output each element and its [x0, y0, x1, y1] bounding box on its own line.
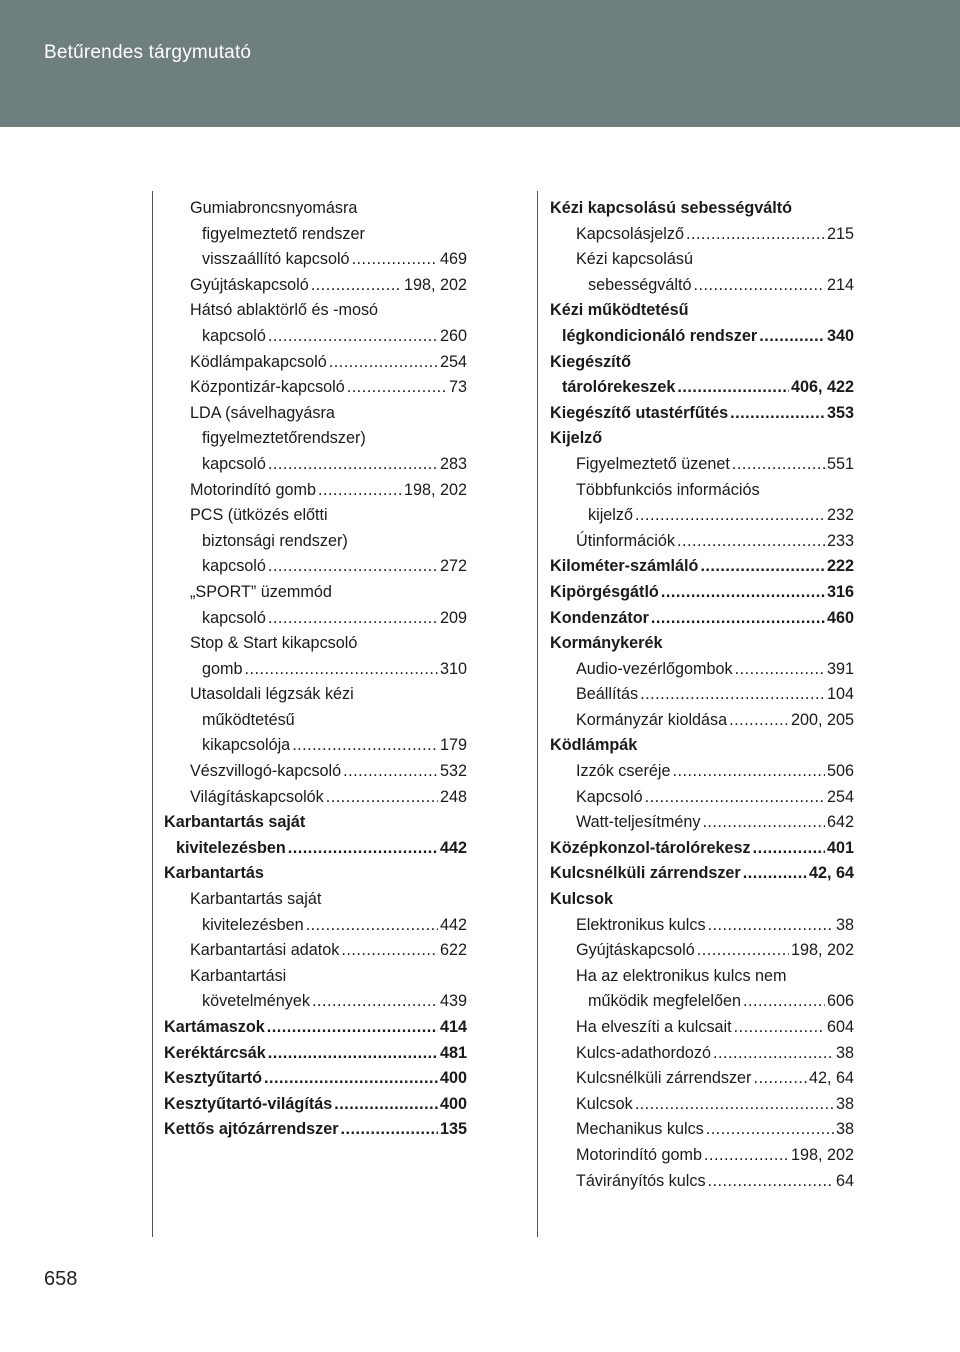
dot-leader [708, 1169, 834, 1195]
index-entry-page: 353 [826, 403, 854, 422]
index-column-right [550, 196, 854, 1194]
index-entry-page: 414 [439, 1018, 467, 1036]
index-entry-text: Ködlámpakapcsoló [190, 352, 327, 371]
index-entry [164, 1015, 467, 1041]
index-entry-text: Útinformációk [576, 531, 675, 550]
index-entry-page: 198, 202 [790, 941, 854, 960]
index-entry [550, 554, 854, 580]
index-entry-page: 551 [826, 454, 854, 473]
index-entry [164, 989, 467, 1015]
dot-leader [341, 1117, 438, 1143]
index-entry-page: 460 [826, 608, 854, 627]
index-entry-text: Kulcs-adathordozó [576, 1043, 711, 1062]
index-entry [164, 452, 467, 478]
index-entry-text: Utasoldali légzsák kézi [190, 685, 354, 704]
index-entry [164, 529, 467, 555]
index-entry-text: Beállítás [576, 685, 639, 704]
index-entry-text: működtetésű [202, 710, 295, 729]
index-entry [164, 324, 467, 350]
index-entry-text: Karbantartás [164, 864, 264, 883]
index-entry-page: 214 [826, 275, 854, 294]
index-entry [550, 759, 854, 785]
index-entry-text: követelmények [202, 992, 310, 1011]
index-entry [164, 1117, 467, 1143]
index-entry-text: kijelző [588, 506, 633, 525]
index-entry-text: Kapcsoló [576, 787, 643, 806]
dot-leader [267, 1015, 438, 1041]
index-entry-text: Karbantartási [190, 966, 287, 985]
index-entry [550, 222, 854, 248]
index-entry [550, 1143, 854, 1169]
index-entry-text: Kilométer-számláló [550, 557, 699, 576]
index-entry-text: Központizár-kapcsoló [190, 378, 345, 397]
index-entry [164, 836, 467, 862]
index-entry [164, 401, 467, 427]
index-entry-text: sebességváltó [588, 275, 692, 294]
index-column-left [164, 196, 467, 1143]
index-entry-text: Kulcsnélküli zárrendszer [576, 1069, 752, 1088]
index-entry [164, 682, 467, 708]
index-entry [164, 785, 467, 811]
index-entry-text: Elektronikus kulcs [576, 915, 706, 934]
index-entry [550, 682, 854, 708]
index-entry-page: 442 [439, 838, 467, 857]
dot-leader [708, 913, 834, 939]
index-entry [164, 938, 467, 964]
dot-leader [329, 350, 438, 376]
index-entry [550, 913, 854, 939]
index-entry-text: Kiegészítő utastérfűtés [550, 403, 729, 422]
dot-leader [635, 1092, 834, 1118]
dot-leader [640, 682, 825, 708]
index-entry-page: 38 [835, 1043, 854, 1062]
index-entry [164, 298, 467, 324]
index-entry-text: Kapcsolásjelző [576, 224, 684, 243]
index-entry [164, 247, 467, 273]
dot-leader [264, 1066, 438, 1092]
dot-leader [730, 401, 825, 427]
index-entry-page: 401 [826, 838, 854, 857]
index-entry [550, 247, 854, 273]
index-entry-page: 42, 64 [808, 864, 854, 883]
index-entry [550, 478, 854, 504]
dot-leader [743, 861, 807, 887]
index-entry-text: kapcsoló [202, 454, 266, 473]
index-entry-page: 38 [835, 1120, 854, 1139]
index-entry-text: kapcsoló [202, 608, 266, 627]
index-entry-text: Izzók cseréje [576, 762, 671, 781]
index-entry-page: 254 [439, 352, 467, 371]
page-number: 658 [44, 1268, 78, 1290]
index-entry-text: Kipörgésgátló [550, 582, 659, 601]
index-entry [164, 759, 467, 785]
index-entry-text: Gumiabroncsnyomásra [190, 199, 358, 217]
index-entry-text: kapcsoló [202, 326, 266, 345]
dot-leader [268, 554, 438, 580]
index-entry [164, 273, 467, 299]
index-entry [550, 298, 854, 324]
dot-leader [268, 452, 438, 478]
dot-leader [704, 1143, 789, 1169]
index-entry-text: Kézi kapcsolású sebességváltó [550, 199, 793, 217]
index-entry-text: „SPORT” üzemmód [190, 582, 332, 601]
index-entry-page: 604 [826, 1018, 854, 1036]
dot-leader [734, 1015, 825, 1041]
dot-leader [661, 580, 825, 606]
dot-leader [312, 989, 438, 1015]
index-entry-text: Stop & Start kikapcsoló [190, 634, 358, 653]
dot-leader [677, 529, 825, 555]
index-entry-page: 272 [439, 557, 467, 576]
dot-leader [735, 657, 825, 683]
index-entry-text: PCS (ütközés előtti [190, 506, 328, 525]
index-entry-text: Karbantartás saját [164, 813, 306, 832]
index-entry [550, 529, 854, 555]
index-entry-page: 283 [439, 454, 467, 473]
index-entry-page: 232 [826, 506, 854, 525]
dot-leader [677, 375, 789, 401]
index-entry [550, 1169, 854, 1195]
index-entry-page: 198, 202 [403, 480, 467, 499]
index-entry-text: Mechanikus kulcs [576, 1120, 704, 1139]
index-entry [550, 196, 854, 222]
dot-leader [645, 785, 825, 811]
index-entry [550, 426, 854, 452]
index-entry-text: LDA (sávelhagyásra [190, 403, 335, 422]
index-entry-page: 222 [826, 557, 854, 576]
dot-leader [341, 938, 438, 964]
index-entry-page: 310 [439, 659, 467, 678]
index-entry [550, 1015, 854, 1041]
index-entry-text: Keréktárcsák [164, 1043, 266, 1062]
index-entry [550, 1117, 854, 1143]
index-entry-text: Motorindító gomb [190, 480, 316, 499]
index-entry-text: Kézi kapcsolású [576, 250, 693, 269]
index-entry [550, 606, 854, 632]
middle-column-rule [537, 191, 538, 1237]
dot-leader [651, 606, 825, 632]
dot-leader [326, 785, 438, 811]
index-entry [164, 1066, 467, 1092]
index-entry-text: Gyújtáskapcsoló [190, 275, 309, 294]
index-entry-text: Kartámaszok [164, 1018, 265, 1036]
dot-leader [292, 733, 438, 759]
index-entry [550, 964, 854, 990]
header-title: Betűrendes tárgymutató [44, 42, 252, 63]
index-entry-page: 606 [826, 992, 854, 1011]
index-entry [164, 222, 467, 248]
index-entry [164, 426, 467, 452]
dot-leader [268, 324, 438, 350]
dot-leader [686, 222, 825, 248]
index-entry-text: tárolórekeszek [562, 378, 676, 397]
index-entry-text: Gyújtáskapcsoló [576, 941, 695, 960]
index-entry-page: 260 [439, 326, 467, 345]
dot-leader [318, 478, 402, 504]
index-entry-page: 64 [835, 1171, 854, 1190]
dot-leader [697, 938, 789, 964]
dot-leader [694, 273, 825, 299]
index-entry-text: Karbantartás saját [190, 890, 322, 909]
index-entry-page: 104 [826, 685, 854, 704]
index-entry [550, 401, 854, 427]
dot-leader [343, 759, 438, 785]
index-entry-page: 469 [439, 250, 467, 269]
index-entry-page: 198, 202 [790, 1145, 854, 1164]
dot-leader [311, 273, 402, 299]
index-entry-page: 439 [439, 992, 467, 1011]
index-entry-page: 400 [439, 1069, 467, 1088]
index-entry [550, 887, 854, 913]
index-entry [164, 708, 467, 734]
index-entry-text: figyelmeztetőrendszer) [202, 429, 366, 448]
index-entry-text: Figyelmeztető üzenet [576, 454, 730, 473]
index-entry-text: Karbantartási adatok [190, 941, 340, 960]
index-entry [550, 810, 854, 836]
index-entry-text: Hátsó ablaktörlő és -mosó [190, 301, 379, 320]
index-entry-text: Távirányítós kulcs [576, 1171, 706, 1190]
index-entry-page: 248 [439, 787, 467, 806]
index-entry [164, 657, 467, 683]
index-entry-text: Világításkapcsolók [190, 787, 324, 806]
index-entry-page: 215 [826, 224, 854, 243]
index-entry [164, 350, 467, 376]
index-entry [550, 273, 854, 299]
index-entry-text: kikapcsolója [202, 736, 291, 755]
index-entry-text: biztonsági rendszer) [202, 531, 348, 550]
dot-leader [672, 759, 825, 785]
index-entry-text: figyelmeztető rendszer [202, 224, 365, 243]
index-entry-text: Ha elveszíti a kulcsait [576, 1018, 732, 1036]
index-entry [550, 375, 854, 401]
index-entry [550, 733, 854, 759]
index-entry [164, 861, 467, 887]
dot-leader [759, 324, 825, 350]
index-entry-page: 38 [835, 1094, 854, 1113]
index-entry-page: 506 [826, 762, 854, 781]
index-entry-text: Watt-teljesítmény [576, 813, 701, 832]
index-entry-page: 481 [439, 1043, 467, 1062]
index-entry-text: Motorindító gomb [576, 1145, 702, 1164]
index-entry-page: 233 [826, 531, 854, 550]
index-entry-text: visszaállító kapcsoló [202, 250, 350, 269]
index-entry [550, 836, 854, 862]
index-entry [164, 554, 467, 580]
index-entry [550, 708, 854, 734]
index-entry-text: Kulcsok [576, 1094, 633, 1113]
dot-leader [334, 1092, 438, 1118]
index-entry-page: 391 [826, 659, 854, 678]
index-entry [550, 861, 854, 887]
index-entry [550, 1041, 854, 1067]
index-entry [164, 1092, 467, 1118]
index-entry-page: 254 [826, 787, 854, 806]
index-entry-page: 42, 64 [808, 1069, 854, 1088]
index-entry [550, 938, 854, 964]
dot-leader [753, 1066, 807, 1092]
index-entry-page: 209 [439, 608, 467, 627]
index-entry [550, 785, 854, 811]
index-entry-text: Kondenzátor [550, 608, 649, 627]
index-entry-text: Kesztyűtartó-világítás [164, 1094, 333, 1113]
index-entry [550, 350, 854, 376]
index-entry-text: Ha az elektronikus kulcs nem [576, 966, 787, 985]
dot-leader [700, 554, 825, 580]
index-entry [164, 631, 467, 657]
index-entry [550, 1092, 854, 1118]
index-entry [164, 887, 467, 913]
index-entry [164, 964, 467, 990]
dot-leader [743, 989, 825, 1015]
index-entry-page: 400 [439, 1094, 467, 1113]
index-entry [550, 1066, 854, 1092]
dot-leader [347, 375, 447, 401]
index-entry-page: 38 [835, 915, 854, 934]
index-entry [550, 631, 854, 657]
dot-leader [245, 657, 438, 683]
index-entry-text: Kulcsnélküli zárrendszer [550, 864, 741, 883]
index-entry-text: gomb [202, 659, 243, 678]
dot-leader [713, 1041, 834, 1067]
index-entry-text: működik megfelelően [588, 992, 741, 1011]
page-header [0, 0, 960, 127]
index-entry-text: kivitelezésben [176, 838, 286, 857]
index-entry-text: Kettős ajtózárrendszer [164, 1120, 339, 1139]
dot-leader [635, 503, 825, 529]
dot-leader [753, 836, 825, 862]
dot-leader [268, 606, 438, 632]
index-entry [164, 1041, 467, 1067]
index-entry-page: 179 [439, 736, 467, 755]
index-entry [164, 503, 467, 529]
index-entry-page: 442 [439, 915, 467, 934]
dot-leader [352, 247, 438, 273]
dot-leader [268, 1041, 438, 1067]
index-entry-page: 532 [439, 762, 467, 781]
index-entry [164, 580, 467, 606]
dot-leader [288, 836, 438, 862]
index-entry-text: kapcsoló [202, 557, 266, 576]
index-entry-text: Kormányzár kioldása [576, 710, 728, 729]
index-entry [550, 452, 854, 478]
index-entry-text: Vészvillogó-kapcsoló [190, 762, 342, 781]
index-entry [164, 196, 467, 222]
index-entry [164, 375, 467, 401]
index-entry-text: kivitelezésben [202, 915, 304, 934]
index-entry-text: Kijelző [550, 429, 603, 448]
dot-leader [306, 913, 438, 939]
index-entry-text: Többfunkciós információs [576, 480, 760, 499]
index-entry-text: Kesztyűtartó [164, 1069, 263, 1088]
index-entry [164, 606, 467, 632]
index-entry-page: 406, 422 [790, 378, 854, 397]
index-entry-page: 340 [826, 326, 854, 345]
dot-leader [732, 452, 825, 478]
index-entry-text: Kézi működtetésű [550, 301, 689, 320]
index-entry [550, 580, 854, 606]
dot-leader [702, 810, 825, 836]
index-entry [164, 478, 467, 504]
index-entry [164, 810, 467, 836]
index-entry-page: 73 [448, 378, 467, 397]
index-entry-text: Kiegészítő [550, 352, 631, 371]
index-entry-page: 316 [826, 582, 854, 601]
index-entry-text: Audio-vezérlőgombok [576, 659, 733, 678]
index-entry-page: 642 [826, 813, 854, 832]
index-entry-text: Kormánykerék [550, 634, 663, 653]
index-entry [550, 657, 854, 683]
index-entry [550, 989, 854, 1015]
index-entry [164, 913, 467, 939]
index-entry-text: Középkonzol-tárolórekesz [550, 838, 751, 857]
index-entry-page: 622 [439, 941, 467, 960]
index-entry [164, 733, 467, 759]
left-column-rule [152, 191, 153, 1237]
index-entry-page: 200, 205 [790, 710, 854, 729]
index-entry [550, 324, 854, 350]
index-entry-page: 135 [439, 1120, 467, 1139]
index-entry-text: Ködlámpák [550, 736, 638, 755]
index-entry [550, 503, 854, 529]
index-entry-page: 198, 202 [403, 275, 467, 294]
index-entry-text: légkondicionáló rendszer [562, 326, 758, 345]
dot-leader [706, 1117, 834, 1143]
index-entry-text: Kulcsok [550, 890, 613, 909]
dot-leader [729, 708, 789, 734]
